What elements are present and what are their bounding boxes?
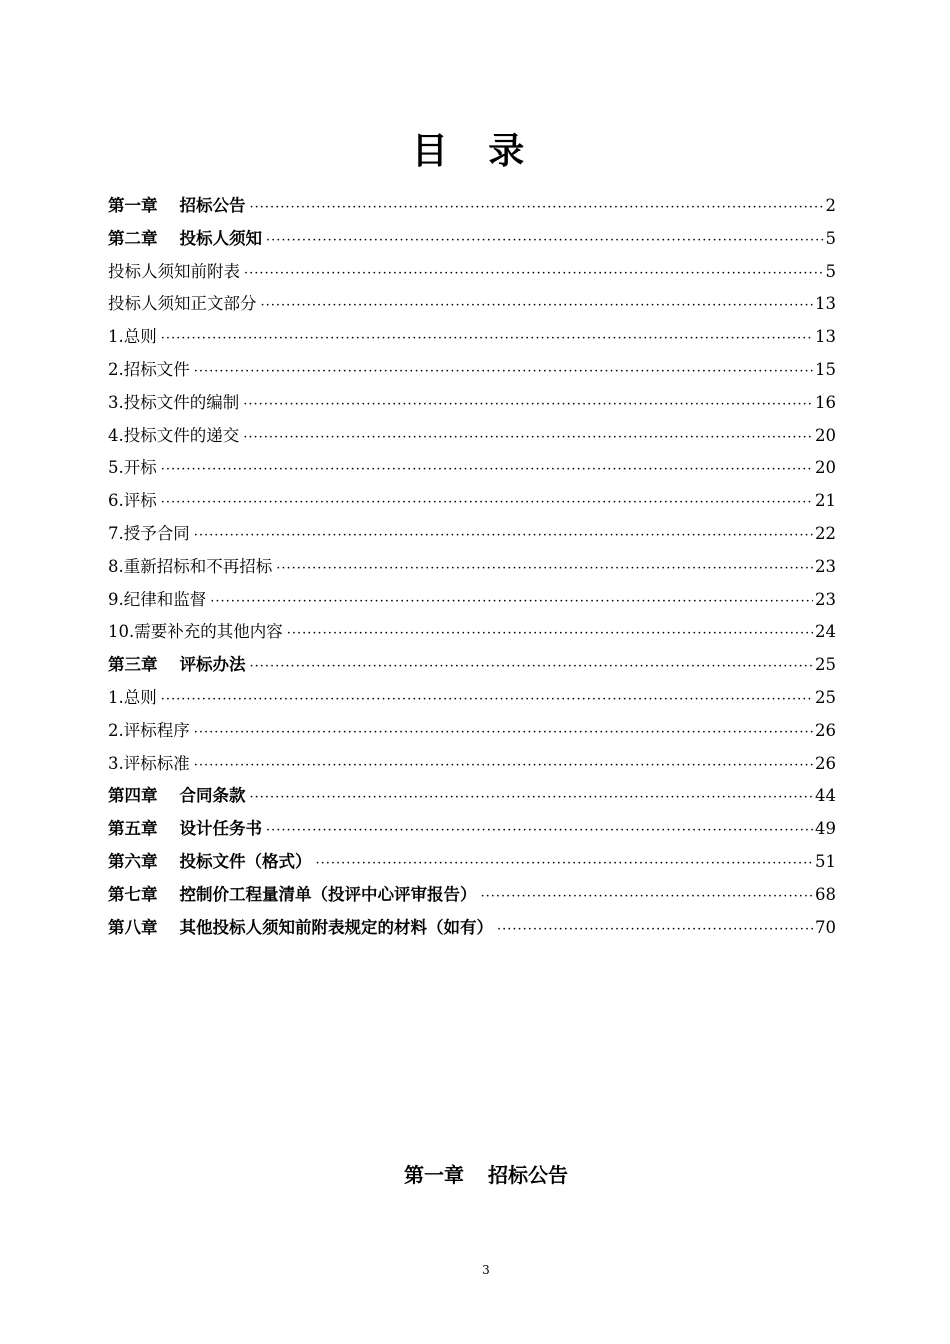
toc-entry-page: 20 bbox=[815, 425, 836, 445]
toc-title: 目 录 bbox=[411, 131, 539, 172]
toc-entry-label bbox=[108, 518, 194, 551]
toc-entry-title: 9.纪律和监督 bbox=[108, 589, 207, 609]
toc-entry-label bbox=[108, 649, 250, 682]
toc-entry-page: 23 bbox=[815, 556, 836, 576]
toc-entry-title: 3.评标标准 bbox=[108, 753, 190, 773]
toc-entry-label bbox=[108, 288, 261, 321]
toc-entry-title: 投标人须知正文部分 bbox=[108, 294, 257, 314]
toc-entry-label bbox=[108, 190, 250, 223]
chapter-heading-number: 第一章 bbox=[404, 1163, 464, 1187]
toc-entry[interactable] bbox=[108, 715, 836, 748]
toc-leader-dots bbox=[161, 487, 813, 518]
toc-entry-chapter-number: 第八章 bbox=[108, 917, 158, 937]
toc-entry[interactable] bbox=[108, 387, 836, 420]
toc-entry-title: 2.招标文件 bbox=[108, 359, 190, 379]
toc-entry-chapter-number: 第七章 bbox=[108, 884, 158, 904]
toc-entry-page: 68 bbox=[815, 884, 836, 904]
toc-entry[interactable] bbox=[108, 584, 836, 617]
toc-entry-page: 70 bbox=[815, 917, 836, 937]
toc-entry-chapter-number: 第三章 bbox=[108, 655, 158, 675]
toc-entry-page: 5 bbox=[825, 261, 836, 281]
toc-entry-chapter-number: 第六章 bbox=[108, 851, 158, 871]
toc-entry-page: 24 bbox=[815, 622, 836, 642]
toc-entry-page: 16 bbox=[815, 392, 836, 412]
toc-entry-title: 控制价工程量清单（投评中心评审报告） bbox=[179, 884, 477, 904]
toc-entry-title: 设计任务书 bbox=[179, 819, 262, 839]
toc-entry[interactable] bbox=[108, 813, 836, 846]
toc-entry-page: 22 bbox=[815, 523, 836, 543]
toc-leader-dots bbox=[243, 422, 813, 453]
toc-entry-label bbox=[108, 748, 194, 781]
toc-entry-page: 25 bbox=[815, 655, 836, 675]
toc-entry-label bbox=[108, 354, 194, 387]
toc-entry[interactable] bbox=[108, 748, 836, 781]
toc-entry-label bbox=[108, 682, 161, 715]
toc-entry-label bbox=[108, 846, 316, 879]
toc-leader-dots bbox=[261, 290, 814, 321]
toc-entry-title: 6.评标 bbox=[108, 491, 157, 511]
toc-leader-dots bbox=[250, 192, 824, 223]
toc-entry-title: 3.投标文件的编制 bbox=[108, 392, 240, 412]
toc-entry[interactable] bbox=[108, 879, 836, 912]
toc-entry-title: 8.重新招标和不再招标 bbox=[108, 556, 273, 576]
toc-entry-title: 招标公告 bbox=[179, 196, 246, 215]
toc-leader-dots bbox=[316, 848, 814, 879]
toc-leader-dots bbox=[250, 782, 814, 813]
toc-entry-label bbox=[108, 452, 161, 485]
toc-entry-label bbox=[108, 584, 210, 617]
toc-entry-chapter-number: 第二章 bbox=[108, 228, 158, 248]
toc-entry[interactable] bbox=[108, 354, 836, 387]
toc-leader-dots bbox=[287, 618, 813, 649]
toc-entry[interactable] bbox=[108, 682, 836, 715]
toc-leader-dots bbox=[161, 454, 813, 485]
toc-entry-title: 1.总则 bbox=[108, 327, 157, 347]
toc-entry-label bbox=[108, 485, 161, 518]
toc-entry-label bbox=[108, 551, 276, 584]
toc-leader-dots bbox=[210, 586, 813, 617]
toc-entry-title: 1.总则 bbox=[108, 687, 157, 707]
toc-entry-page: 23 bbox=[815, 589, 836, 609]
toc-entry[interactable] bbox=[108, 846, 836, 879]
toc-entry[interactable] bbox=[108, 551, 836, 584]
toc-entry[interactable] bbox=[108, 485, 836, 518]
toc-entry[interactable] bbox=[108, 223, 836, 256]
toc-entry-label bbox=[108, 256, 244, 289]
toc-entry-label bbox=[108, 813, 266, 846]
toc-entry-label bbox=[108, 780, 250, 813]
toc-entry-label bbox=[108, 715, 194, 748]
toc-entry[interactable] bbox=[108, 420, 836, 453]
toc-entry-label bbox=[108, 387, 243, 420]
toc-leader-dots bbox=[194, 750, 813, 781]
chapter-heading bbox=[0, 1160, 950, 1190]
toc-entry-label bbox=[108, 223, 266, 256]
toc-entry-page: 13 bbox=[815, 294, 836, 314]
toc-entry[interactable] bbox=[108, 780, 836, 813]
toc-entry[interactable] bbox=[108, 288, 836, 321]
toc-entry-page: 26 bbox=[815, 720, 836, 740]
toc-entry-title: 7.授予合同 bbox=[108, 523, 190, 543]
toc-entry-title: 合同条款 bbox=[179, 786, 246, 806]
toc-entry-title: 投标人须知 bbox=[179, 228, 262, 248]
toc-entry-page: 49 bbox=[815, 819, 836, 839]
toc-entry-label bbox=[108, 912, 497, 945]
toc-entry-label bbox=[108, 616, 287, 649]
toc-entry-title: 投标文件（格式） bbox=[179, 851, 312, 871]
toc-leader-dots bbox=[276, 553, 813, 584]
toc-entry-title: 其他投标人须知前附表规定的材料（如有） bbox=[179, 917, 493, 937]
toc-leader-dots bbox=[161, 684, 813, 715]
toc-entry-chapter-number: 第一章 bbox=[108, 196, 158, 215]
toc-entry[interactable] bbox=[108, 452, 836, 485]
toc-entry-title: 2.评标程序 bbox=[108, 720, 190, 740]
toc-entry[interactable] bbox=[108, 518, 836, 551]
toc-entry[interactable] bbox=[108, 256, 836, 289]
toc-leader-dots bbox=[250, 651, 814, 682]
toc-entry-title: 10.需要补充的其他内容 bbox=[108, 622, 283, 642]
toc-entry-label bbox=[108, 420, 243, 453]
toc-entry-chapter-number: 第四章 bbox=[108, 786, 158, 806]
toc-entry-label bbox=[108, 879, 481, 912]
toc-entry-page: 5 bbox=[825, 228, 836, 248]
toc-entry-chapter-number: 第五章 bbox=[108, 819, 158, 839]
table-of-contents bbox=[108, 190, 836, 944]
toc-leader-dots bbox=[266, 815, 813, 846]
toc-entry-page: 25 bbox=[815, 687, 836, 707]
toc-entry-title: 投标人须知前附表 bbox=[108, 261, 240, 281]
toc-entry-label bbox=[108, 321, 161, 354]
toc-leader-dots bbox=[194, 717, 813, 748]
toc-entry[interactable] bbox=[108, 616, 836, 649]
toc-entry-page: 51 bbox=[815, 851, 836, 871]
chapter-heading-title: 招标公告 bbox=[488, 1163, 568, 1187]
toc-entry-page: 13 bbox=[815, 327, 836, 347]
toc-entry[interactable] bbox=[108, 321, 836, 354]
page-number: 3 bbox=[482, 1263, 490, 1277]
toc-entry[interactable] bbox=[108, 649, 836, 682]
toc-entry-page: 15 bbox=[815, 359, 836, 379]
toc-leader-dots bbox=[244, 258, 824, 289]
toc-entry-page: 20 bbox=[815, 458, 836, 478]
toc-entry-title: 4.投标文件的递交 bbox=[108, 425, 240, 445]
toc-entry-page: 26 bbox=[815, 753, 836, 773]
toc-entry[interactable] bbox=[108, 912, 836, 945]
toc-leader-dots bbox=[194, 356, 813, 387]
toc-leader-dots bbox=[243, 389, 813, 420]
toc-leader-dots bbox=[161, 323, 813, 354]
toc-entry-page: 2 bbox=[825, 196, 836, 215]
toc-entry-page: 44 bbox=[815, 786, 836, 806]
toc-leader-dots bbox=[266, 225, 824, 256]
toc-leader-dots bbox=[497, 914, 813, 945]
toc-entry-page: 21 bbox=[815, 491, 836, 511]
toc-leader-dots bbox=[481, 881, 814, 912]
toc-entry-title: 评标办法 bbox=[179, 655, 246, 675]
toc-leader-dots bbox=[194, 520, 813, 551]
toc-entry[interactable] bbox=[108, 190, 836, 223]
toc-entry-title: 5.开标 bbox=[108, 458, 157, 478]
